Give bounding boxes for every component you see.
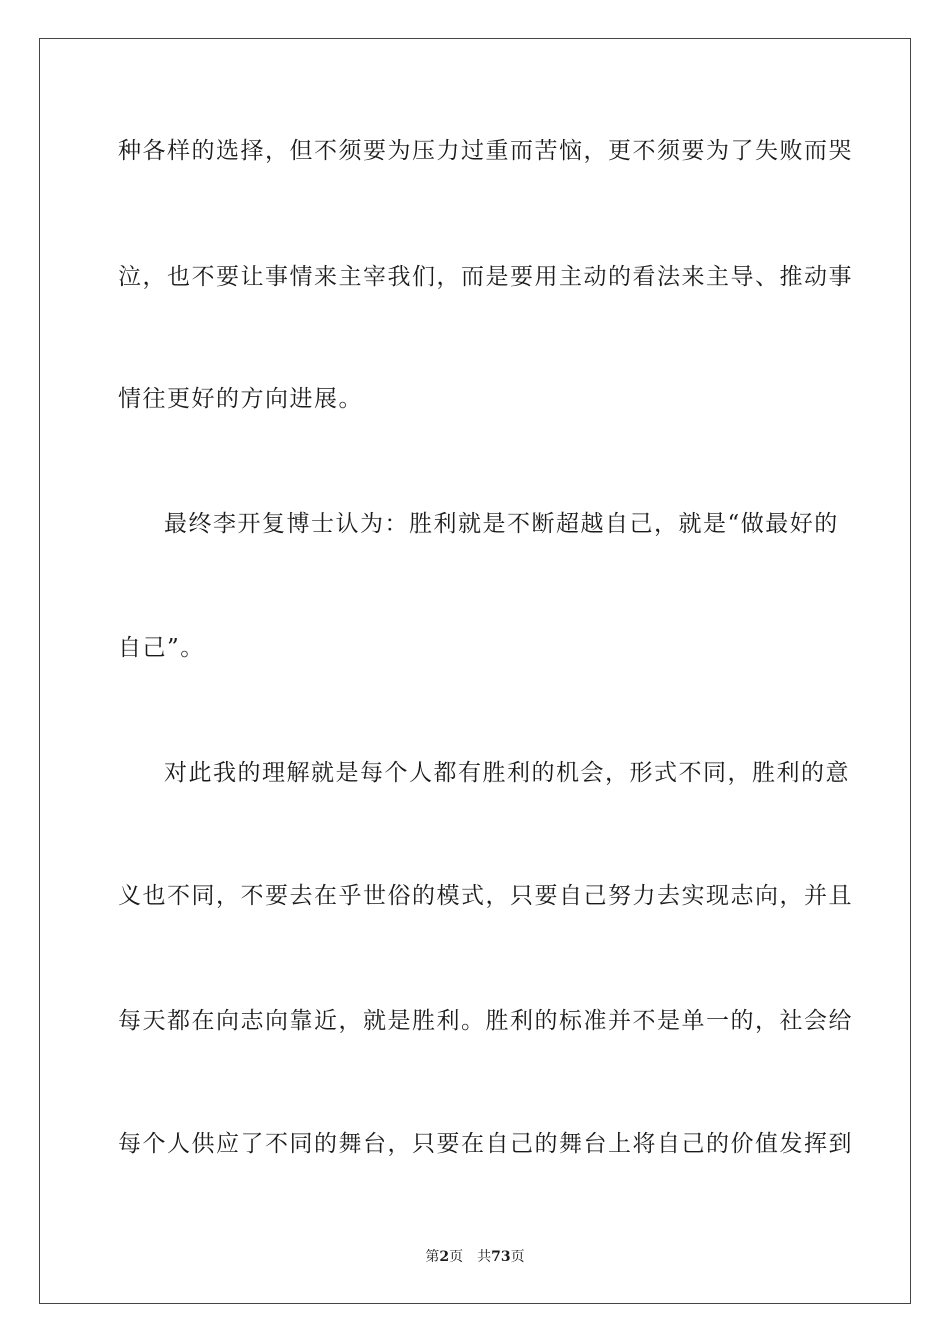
total-suffix: 页 bbox=[510, 1249, 525, 1265]
body-line-4: 最终李开复博士认为：胜利就是不断超越自己，就是“做最好的 bbox=[164, 511, 839, 537]
page-footer bbox=[0, 1248, 950, 1266]
page-number: 2 bbox=[439, 1249, 450, 1265]
page-border bbox=[39, 38, 911, 1304]
total-pages: 73 bbox=[491, 1249, 511, 1265]
body-line-1: 种各样的选择，但不须要为压力过重而苦恼，更不须要为了失败而哭 bbox=[118, 138, 853, 164]
body-line-3: 情往更好的方向进展。 bbox=[118, 386, 363, 412]
body-line-2: 泣，也不要让事情来主宰我们，而是要用主动的看法来主导、推动事 bbox=[118, 264, 853, 290]
body-line-6: 对此我的理解就是每个人都有胜利的机会，形式不同，胜利的意 bbox=[164, 760, 850, 786]
page-prefix: 第 bbox=[425, 1249, 440, 1265]
body-line-5: 自己”。 bbox=[118, 635, 205, 661]
body-line-7: 义也不同，不要去在乎世俗的模式，只要自己努力去实现志向，并且 bbox=[118, 883, 853, 909]
page-suffix: 页 bbox=[449, 1249, 464, 1265]
body-line-8: 每天都在向志向靠近，就是胜利。胜利的标准并不是单一的，社会给 bbox=[118, 1008, 853, 1034]
body-line-9: 每个人供应了不同的舞台，只要在自己的舞台上将自己的价值发挥到 bbox=[118, 1131, 853, 1157]
total-prefix: 共 bbox=[477, 1249, 492, 1265]
